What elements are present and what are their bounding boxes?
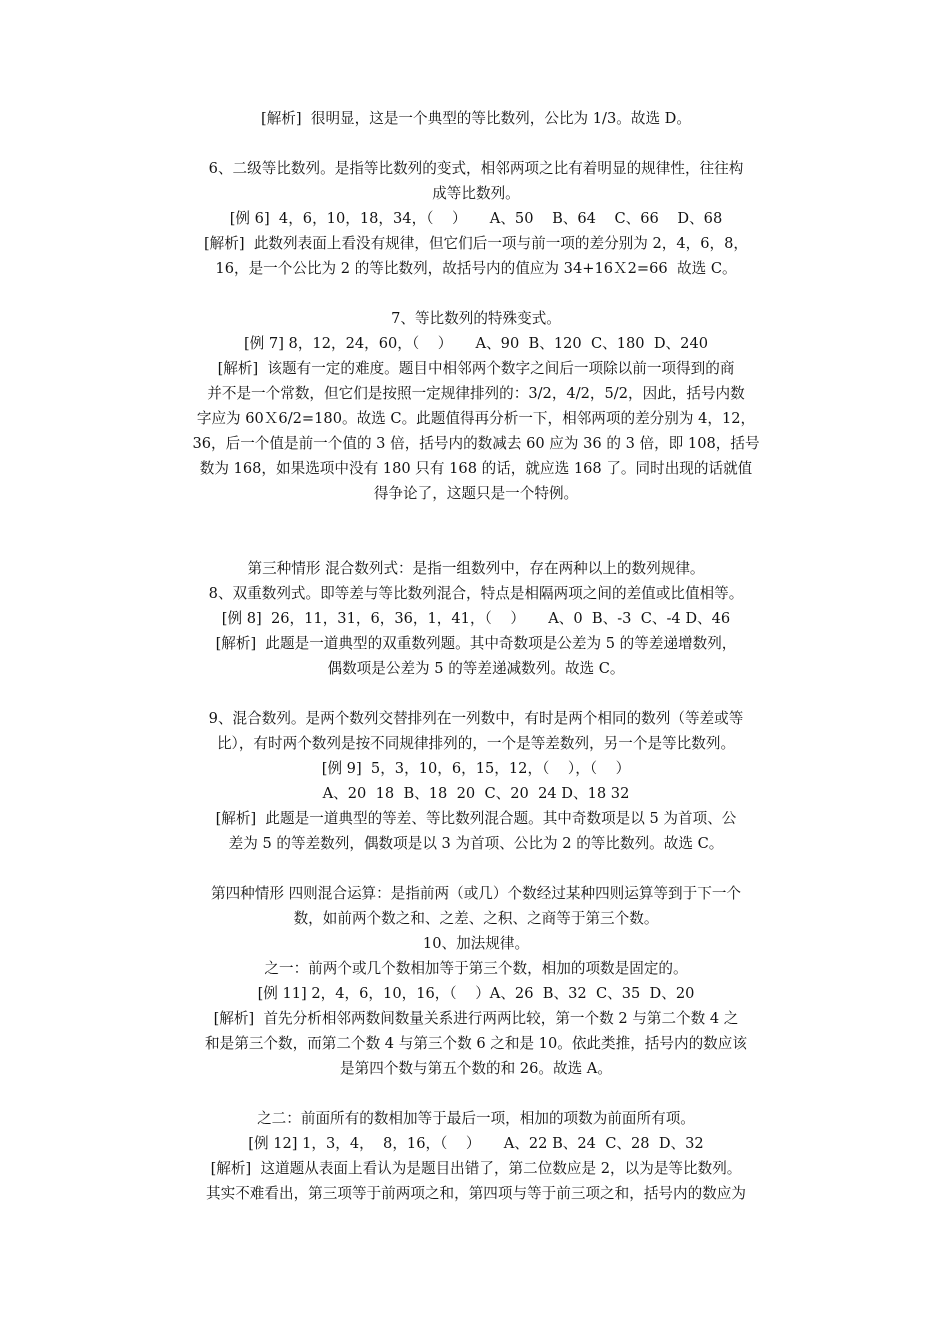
text-line: A、20 18 B、18 20 C、20 24 D、18 32 [322,785,630,802]
text-line: [例 9] 5，3，10，6，15，12，（ ），（ ） [321,760,631,777]
blank-line [168,131,784,156]
text-line: 16，是一个公比为 2 的等比数列，故括号内的值应为 34+16Ｘ2=66 故选 C。 [215,260,737,277]
text-line: 并不是一个常数，但它们是按照一定规律排列的：3/2，4/2，5/2，因此，括号内数 [207,385,745,402]
text-line: [例 12] 1，3，4， 8，16，（ ） A、22 B、24 C、28 D、32 [248,1135,704,1152]
text-line: 8、双重数列式。即等差与等比数列混合，特点是相隔两项之间的差值或比值相等。 [208,585,744,602]
text-line: [例 11] 2，4，6，10，16，（ ）A、26 B、32 C、35 D、20 [257,985,695,1002]
text-line: 是第四个数与第五个数的和 26。故选 A。 [340,1060,612,1077]
text-line: [解析] 该题有一定的难度。题目中相邻两个数字之间后一项除以前一项得到的商 [217,360,735,377]
blank-line [168,506,784,556]
text-line: 其实不难看出，第三项等于前两项之和，第四项与等于前三项之和，括号内的数应为 [206,1185,746,1202]
text-line: 第四种情形 四则混合运算：是指前两（或几）个数经过某种四则运算等到于下一个 [210,885,742,902]
text-line: [例 7] 8，12，24，60，（ ） A、90 B、120 C、180 D、240 [243,335,709,352]
text-line: 9、混合数列。是两个数列交替排列在一列数中，有时是两个相同的数列（等差或等 [208,710,744,727]
text-line: [解析] 此题是一道典型的等差、等比数列混合题。其中奇数项是以 5 为首项、公 [215,810,737,827]
text-line: [解析] 此题是一道典型的双重数列题。其中奇数项是公差为 5 的等差递增数列， [215,635,737,652]
text-line: 6、二级等比数列。是指等比数列的变式，相邻两项之比有着明显的规律性，往往构 [208,160,744,177]
text-line: [解析] 很明显，这是一个典型的等比数列，公比为 1/3。故选 D。 [261,110,691,127]
text-line: 和是第三个数，而第二个数 4 与第三个数 6 之和是 10。依此类推，括号内的数应该 [205,1035,747,1052]
blank-line [168,681,784,706]
document-page [168,106,784,1206]
text-line: [解析] 首先分析相邻两数间数量关系进行两两比较，第一个数 2 与第二个数 4 之 [213,1010,739,1027]
text-line: [解析] 这道题从表面上看认为是题目出错了，第二位数应是 2，以为是等比数列。 [210,1160,742,1177]
text-line: 成等比数列。 [432,185,520,202]
text-line: 第三种情形 混合数列式：是指一组数列中，存在两种以上的数列规律。 [247,560,705,577]
text-line: 之二：前面所有的数相加等于最后一项，相加的项数为前面所有项。 [257,1110,695,1127]
text-line: 10、加法规律。 [422,935,530,952]
text-line: [例 8] 26，11，31，6，36，1，41，（ ） A、0 B、-3 C、-4 D、46 [221,610,731,627]
text-line: [解析] 此数列表面上看没有规律，但它们后一项与前一项的差分别为 2，4，6，8， [203,235,749,252]
text-line: 偶数项是公差为 5 的等差递减数列。故选 C。 [327,660,625,677]
text-line: [例 6] 4，6，10，18，34，（ ） A、50 B、64 C、66 D、68 [229,210,723,227]
blank-line [168,856,784,881]
text-line: 数，如前两个数之和、之差、之积、之商等于第三个数。 [293,910,659,927]
blank-line [168,281,784,306]
text-line: 得争论了，这题只是一个特例。 [373,485,579,502]
text-line: 36，后一个值是前一个值的 3 倍，括号内的数减去 60 应为 36 的 3 倍，即 108，括号 [192,435,760,452]
text-line: 字应为 60Ｘ6/2=180。故选 C。此题值得再分析一下，相邻两项的差分别为 4，12， [196,410,756,427]
text-line: 之一：前两个或几个数相加等于第三个数，相加的项数是固定的。 [264,960,688,977]
text-line: 差为 5 的等差数列，偶数项是以 3 为首项、公比为 2 的等比数列。故选 C。 [228,835,724,852]
text-line: 比），有时两个数列是按不同规律排列的，一个是等差数列，另一个是等比数列。 [216,735,736,752]
text-line: 7、等比数列的特殊变式。 [391,310,561,327]
blank-line [168,1081,784,1106]
text-line: 数为 168，如果选项中没有 180 只有 168 的话，就应选 168 了。同时出现的话就值 [199,460,753,477]
